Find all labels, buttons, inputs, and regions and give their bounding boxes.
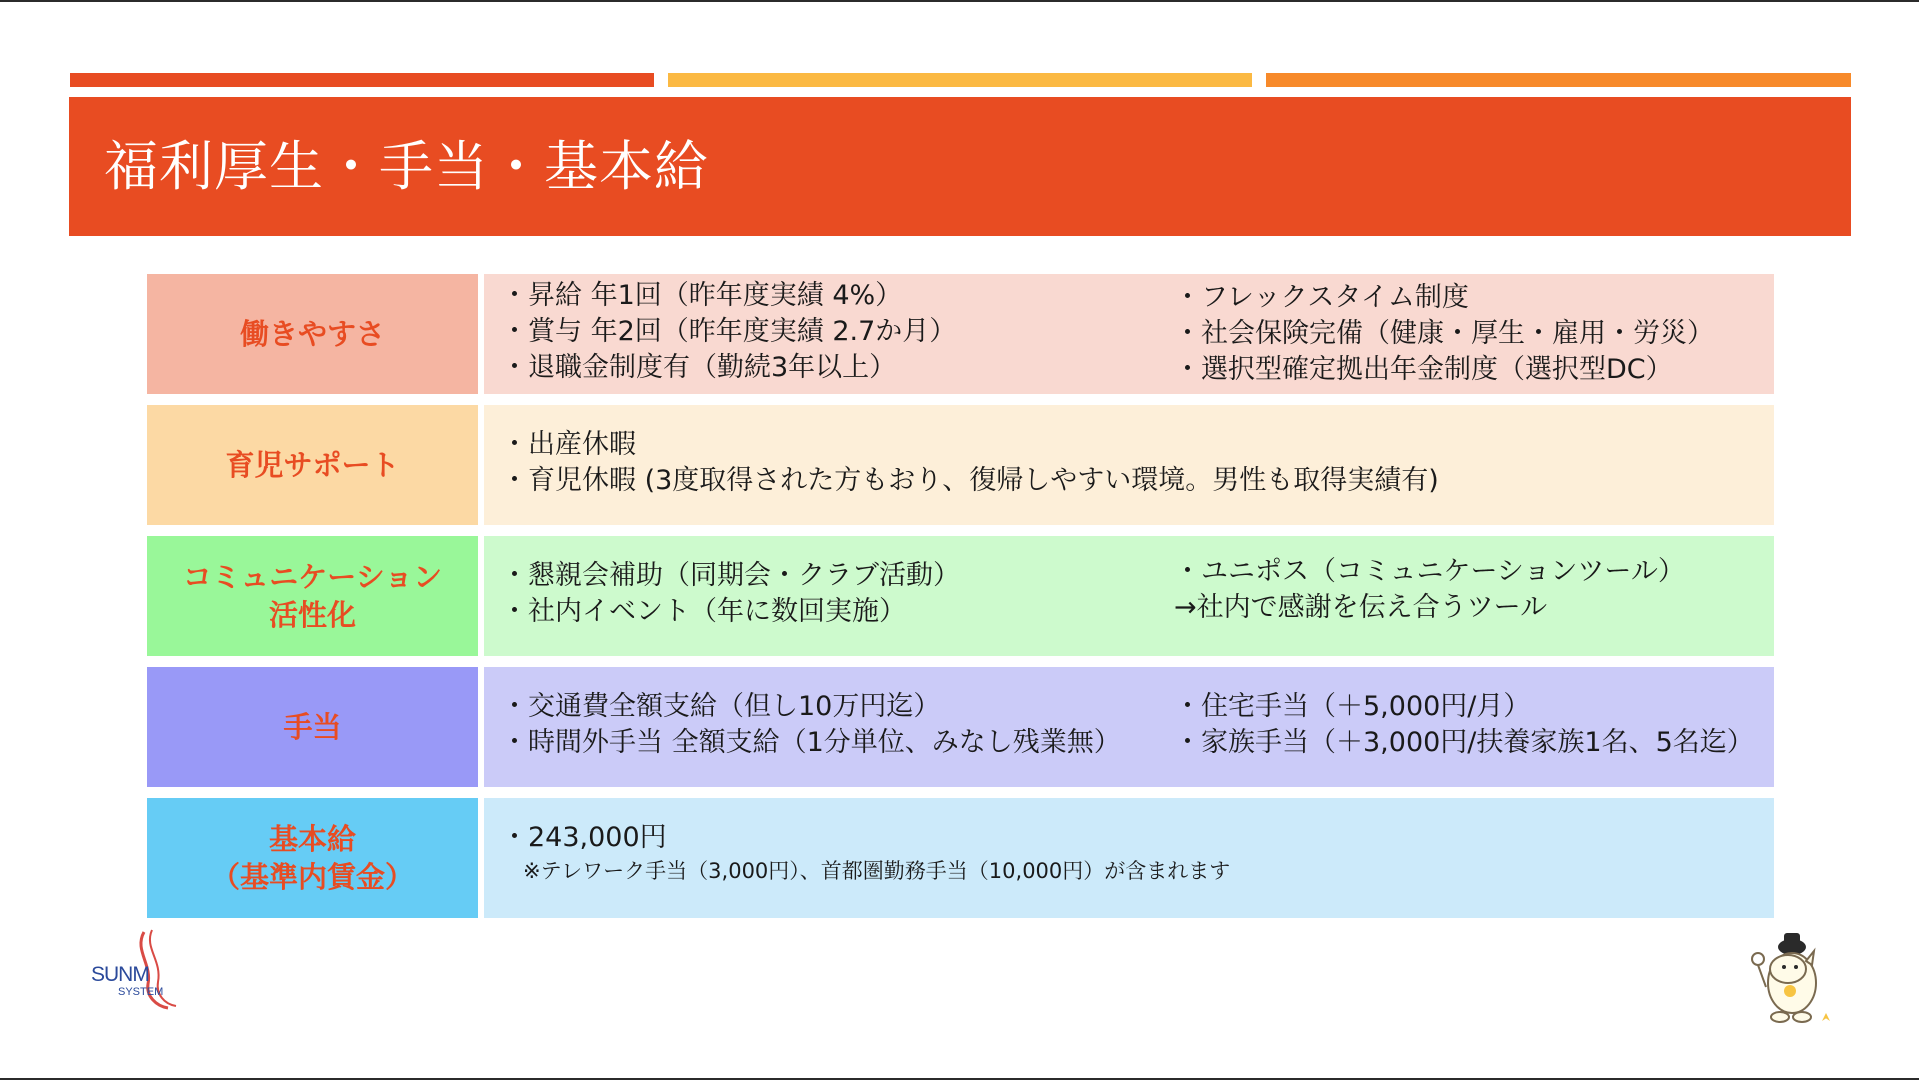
label-line: （基準内賃金） [210,860,414,894]
left-column [501,558,960,630]
salary-note: ※テレワーク手当（3,000円）、首都圏勤務手当（10,000円）が含まれます [523,859,1231,883]
list-item: ・ユニポス（コミュニケーションツール） [1174,556,1685,587]
row-label-childcare [147,405,478,525]
list-item: ・出産休暇 [501,429,636,460]
row-label-allowances [147,667,478,787]
list-item: ・懇親会補助（同期会・クラブ活動） [501,560,960,591]
row-body-workability [484,274,1774,394]
label-line: 育児サポート [225,448,400,482]
list-item: ・昇給 年1回（昨年度実績 4%） [501,280,903,311]
accent-stripe-orange [1266,73,1851,87]
row-body-communication [484,536,1774,656]
row-label-base-salary [147,798,478,918]
list-item: ・時間外手当 全額支給（1分単位、みなし残業無） [501,727,1121,758]
label-line: 働きやすさ [239,317,385,351]
row-body-childcare [484,405,1774,525]
label-line: 基本給 [268,822,356,856]
label-line: 活性化 [268,598,356,632]
right-column [1174,689,1754,761]
list-item: ・243,000円 [501,822,667,853]
mascot-rhino-icon [1740,925,1835,1035]
row-label-workability [147,274,478,394]
list-item: ・交通費全額支給（但し10万円迄） [501,691,941,722]
row-allowances [147,667,1774,787]
accent-stripe-red [70,73,654,87]
left-column [501,689,1121,761]
label-line: コミュニケーション [182,560,443,594]
bottom-frame-line [0,1078,1919,1080]
left-column [501,278,956,386]
list-item: ・選択型確定拠出年金制度（選択型DC） [1174,354,1673,385]
accent-stripe-yellow [668,73,1252,87]
list-item: ・住宅手当（＋5,000円/月） [1174,691,1531,722]
right-column [1174,554,1685,626]
top-frame-line [0,0,1919,2]
row-body-base-salary [484,798,1774,918]
title-bar [69,97,1851,236]
right-column [1174,280,1714,388]
label-line: 手当 [283,710,342,744]
list-item: ・社内イベント（年に数回実施） [501,596,906,627]
list-item: ・家族手当（＋3,000円/扶養家族1名、5名迄） [1174,727,1754,758]
list-item: ・退職金制度有（勤続3年以上） [501,352,897,383]
left-column [501,820,1230,886]
row-base-salary [147,798,1774,918]
list-item: →社内で感謝を伝え合うツール [1174,592,1548,623]
logo-text-top: SUNM [91,963,149,986]
company-logo [86,924,206,1014]
left-column [501,427,1439,499]
list-item: ・フレックスタイム制度 [1174,282,1469,313]
row-body-allowances [484,667,1774,787]
list-item: ・賞与 年2回（昨年度実績 2.7か月） [501,316,957,347]
logo-text-bottom: SYSTEM [118,986,164,998]
row-childcare [147,405,1774,525]
row-communication [147,536,1774,656]
list-item: ・育児休暇 (3度取得された方もおり、復帰しやすい環境。男性も取得実績有) [501,465,1439,496]
slide-title: 福利厚生・手当・基本給 [104,135,709,198]
row-label-communication [147,536,478,656]
list-item: ・社会保険完備（健康・厚生・雇用・労災） [1174,318,1714,349]
row-workability [147,274,1774,394]
